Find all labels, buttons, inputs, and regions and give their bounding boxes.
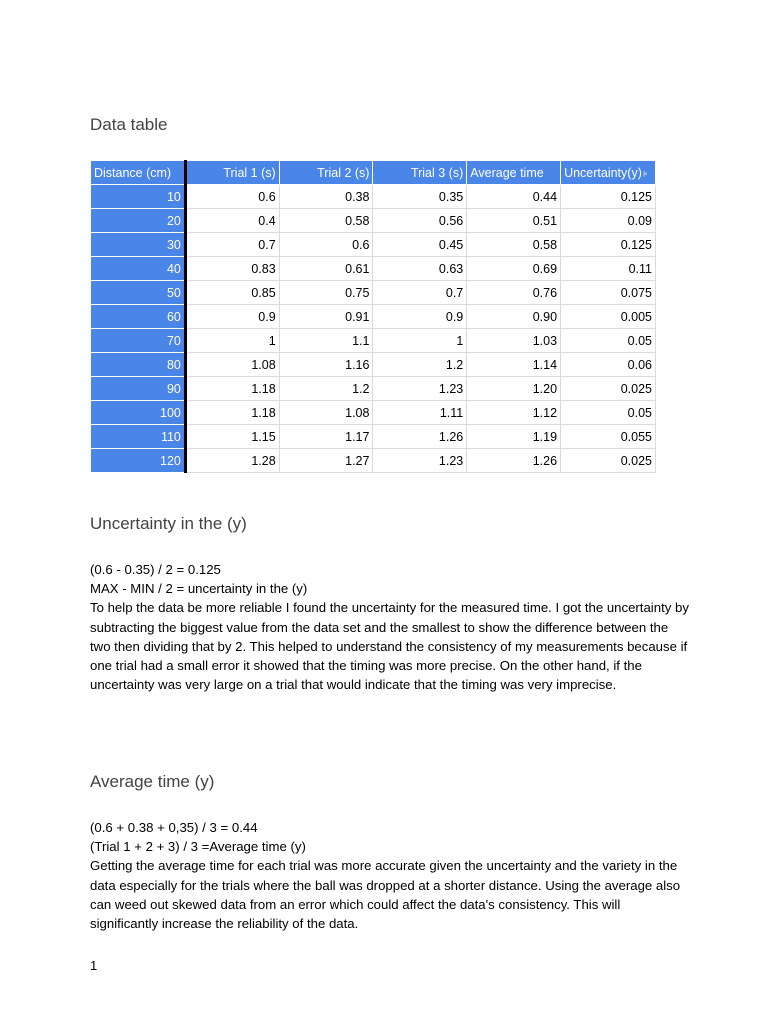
cell-distance: 70 [91,329,186,353]
cell-trial-2: 0.58 [279,209,373,233]
cell-trial-3: 0.35 [373,185,467,209]
table-row [91,401,656,425]
page-number: 1 [90,958,98,973]
cell-trial-2: 1.1 [279,329,373,353]
cell-average-time: 0.76 [467,281,561,305]
average-section-body [90,818,690,933]
table-header-row [91,161,656,185]
cell-distance: 100 [91,401,186,425]
cell-distance: 50 [91,281,186,305]
table-row [91,329,656,353]
table-row [91,185,656,209]
cell-trial-2: 0.75 [279,281,373,305]
table-row [91,449,656,473]
cell-trial-3: 0.56 [373,209,467,233]
cell-trial-3: 1.2 [373,353,467,377]
cell-uncertainty: 0.125 [561,233,656,257]
cell-uncertainty: 0.025 [561,377,656,401]
table-row [91,425,656,449]
cell-average-time: 0.51 [467,209,561,233]
cell-trial-3: 1.26 [373,425,467,449]
cell-distance: 20 [91,209,186,233]
data-table-title: Data table [90,115,168,134]
cell-distance: 40 [91,257,186,281]
cell-trial-1: 0.7 [185,233,279,257]
cell-trial-2: 0.91 [279,305,373,329]
cell-trial-3: 0.9 [373,305,467,329]
cell-average-time: 0.58 [467,233,561,257]
cell-trial-2: 0.6 [279,233,373,257]
cell-distance: 60 [91,305,186,329]
cell-distance: 110 [91,425,186,449]
table-row [91,233,656,257]
cell-average-time: 1.26 [467,449,561,473]
table-row [91,353,656,377]
cell-uncertainty: 0.055 [561,425,656,449]
uncertainty-section-body [90,560,690,694]
cell-trial-3: 0.45 [373,233,467,257]
cell-uncertainty: 0.05 [561,401,656,425]
average-section-title: Average time (y) [90,772,215,791]
cell-trial-1: 0.6 [185,185,279,209]
cell-average-time: 0.90 [467,305,561,329]
cell-trial-1: 1.15 [185,425,279,449]
cell-trial-2: 1.08 [279,401,373,425]
cell-distance: 90 [91,377,186,401]
header-trial-1: Trial 1 (s) [185,161,279,185]
cell-trial-3: 1 [373,329,467,353]
cell-trial-2: 0.61 [279,257,373,281]
cell-trial-2: 0.38 [279,185,373,209]
cell-trial-2: 1.27 [279,449,373,473]
cell-trial-1: 1 [185,329,279,353]
cell-trial-1: 0.85 [185,281,279,305]
cell-trial-1: 0.83 [185,257,279,281]
table-row [91,377,656,401]
cell-trial-1: 0.4 [185,209,279,233]
cell-average-time: 0.69 [467,257,561,281]
cell-distance: 10 [91,185,186,209]
cell-trial-1: 1.28 [185,449,279,473]
header-average-time: Average time [467,161,561,185]
cell-trial-3: 0.7 [373,281,467,305]
table-row [91,281,656,305]
cell-trial-2: 1.16 [279,353,373,377]
cell-uncertainty: 0.11 [561,257,656,281]
cell-uncertainty: 0.075 [561,281,656,305]
header-trial-3: Trial 3 (s) [373,161,467,185]
cell-average-time: 1.19 [467,425,561,449]
cell-trial-3: 0.63 [373,257,467,281]
table-row [91,257,656,281]
cell-trial-1: 1.08 [185,353,279,377]
uncertainty-formula-general: MAX - MIN / 2 = uncertainty in the (y) [90,581,308,597]
cell-trial-1: 1.18 [185,377,279,401]
cell-average-time: 0.44 [467,185,561,209]
cell-trial-1: 1.18 [185,401,279,425]
uncertainty-explanation: To help the data be more reliable I found the uncertainty for the measured time. I got the uncertainty by subtracting the biggest value from the data set and the smallest to show the difference between the two then dividing that by 2. This helped to understand the consistency of my measurements because if one trial had a small error it showed that the timing was more precise. On the other hand, if the uncertainty was very large on a trial that would indicate that the timing was very imprecise. [90,600,689,693]
average-formula-general: (Trial 1 + 2 + 3) / 3 =Average time (y) [90,839,306,855]
table-body [91,185,656,473]
cell-uncertainty: 0.09 [561,209,656,233]
cell-uncertainty: 0.06 [561,353,656,377]
cell-trial-3: 1.11 [373,401,467,425]
average-formula-example: (0.6 + 0.38 + 0,35) / 3 = 0.44 [90,820,258,835]
cell-distance: 80 [91,353,186,377]
cell-uncertainty: 0.125 [561,185,656,209]
cell-uncertainty: 0.005 [561,305,656,329]
uncertainty-section-title: Uncertainty in the (y) [90,514,247,533]
header-distance: Distance (cm) [91,161,186,185]
header-uncertainty-label: Uncertainty(y) [564,165,642,180]
average-explanation: Getting the average time for each trial was more accurate given the uncertainty and the variety in the data especially for the trials where the ball was dropped at a shorter distance. Using the average also can weed out skewed data from an error which could affect the data's consistency. This will significantly increase the reliability of the data. [90,858,681,932]
cell-distance: 30 [91,233,186,257]
header-uncertainty [561,161,656,185]
table-row [91,305,656,329]
filter-icon[interactable]: ⊧ [642,168,648,179]
cell-trial-2: 1.17 [279,425,373,449]
cell-average-time: 1.14 [467,353,561,377]
cell-trial-3: 1.23 [373,449,467,473]
uncertainty-formula-example: (0.6 - 0.35) / 2 = 0.125 [90,562,221,577]
cell-trial-1: 0.9 [185,305,279,329]
cell-uncertainty: 0.05 [561,329,656,353]
header-trial-2: Trial 2 (s) [279,161,373,185]
table-row [91,209,656,233]
data-table [90,160,656,473]
cell-trial-3: 1.23 [373,377,467,401]
cell-uncertainty: 0.025 [561,449,656,473]
cell-trial-2: 1.2 [279,377,373,401]
cell-average-time: 1.12 [467,401,561,425]
cell-average-time: 1.03 [467,329,561,353]
cell-average-time: 1.20 [467,377,561,401]
cell-distance: 120 [91,449,186,473]
